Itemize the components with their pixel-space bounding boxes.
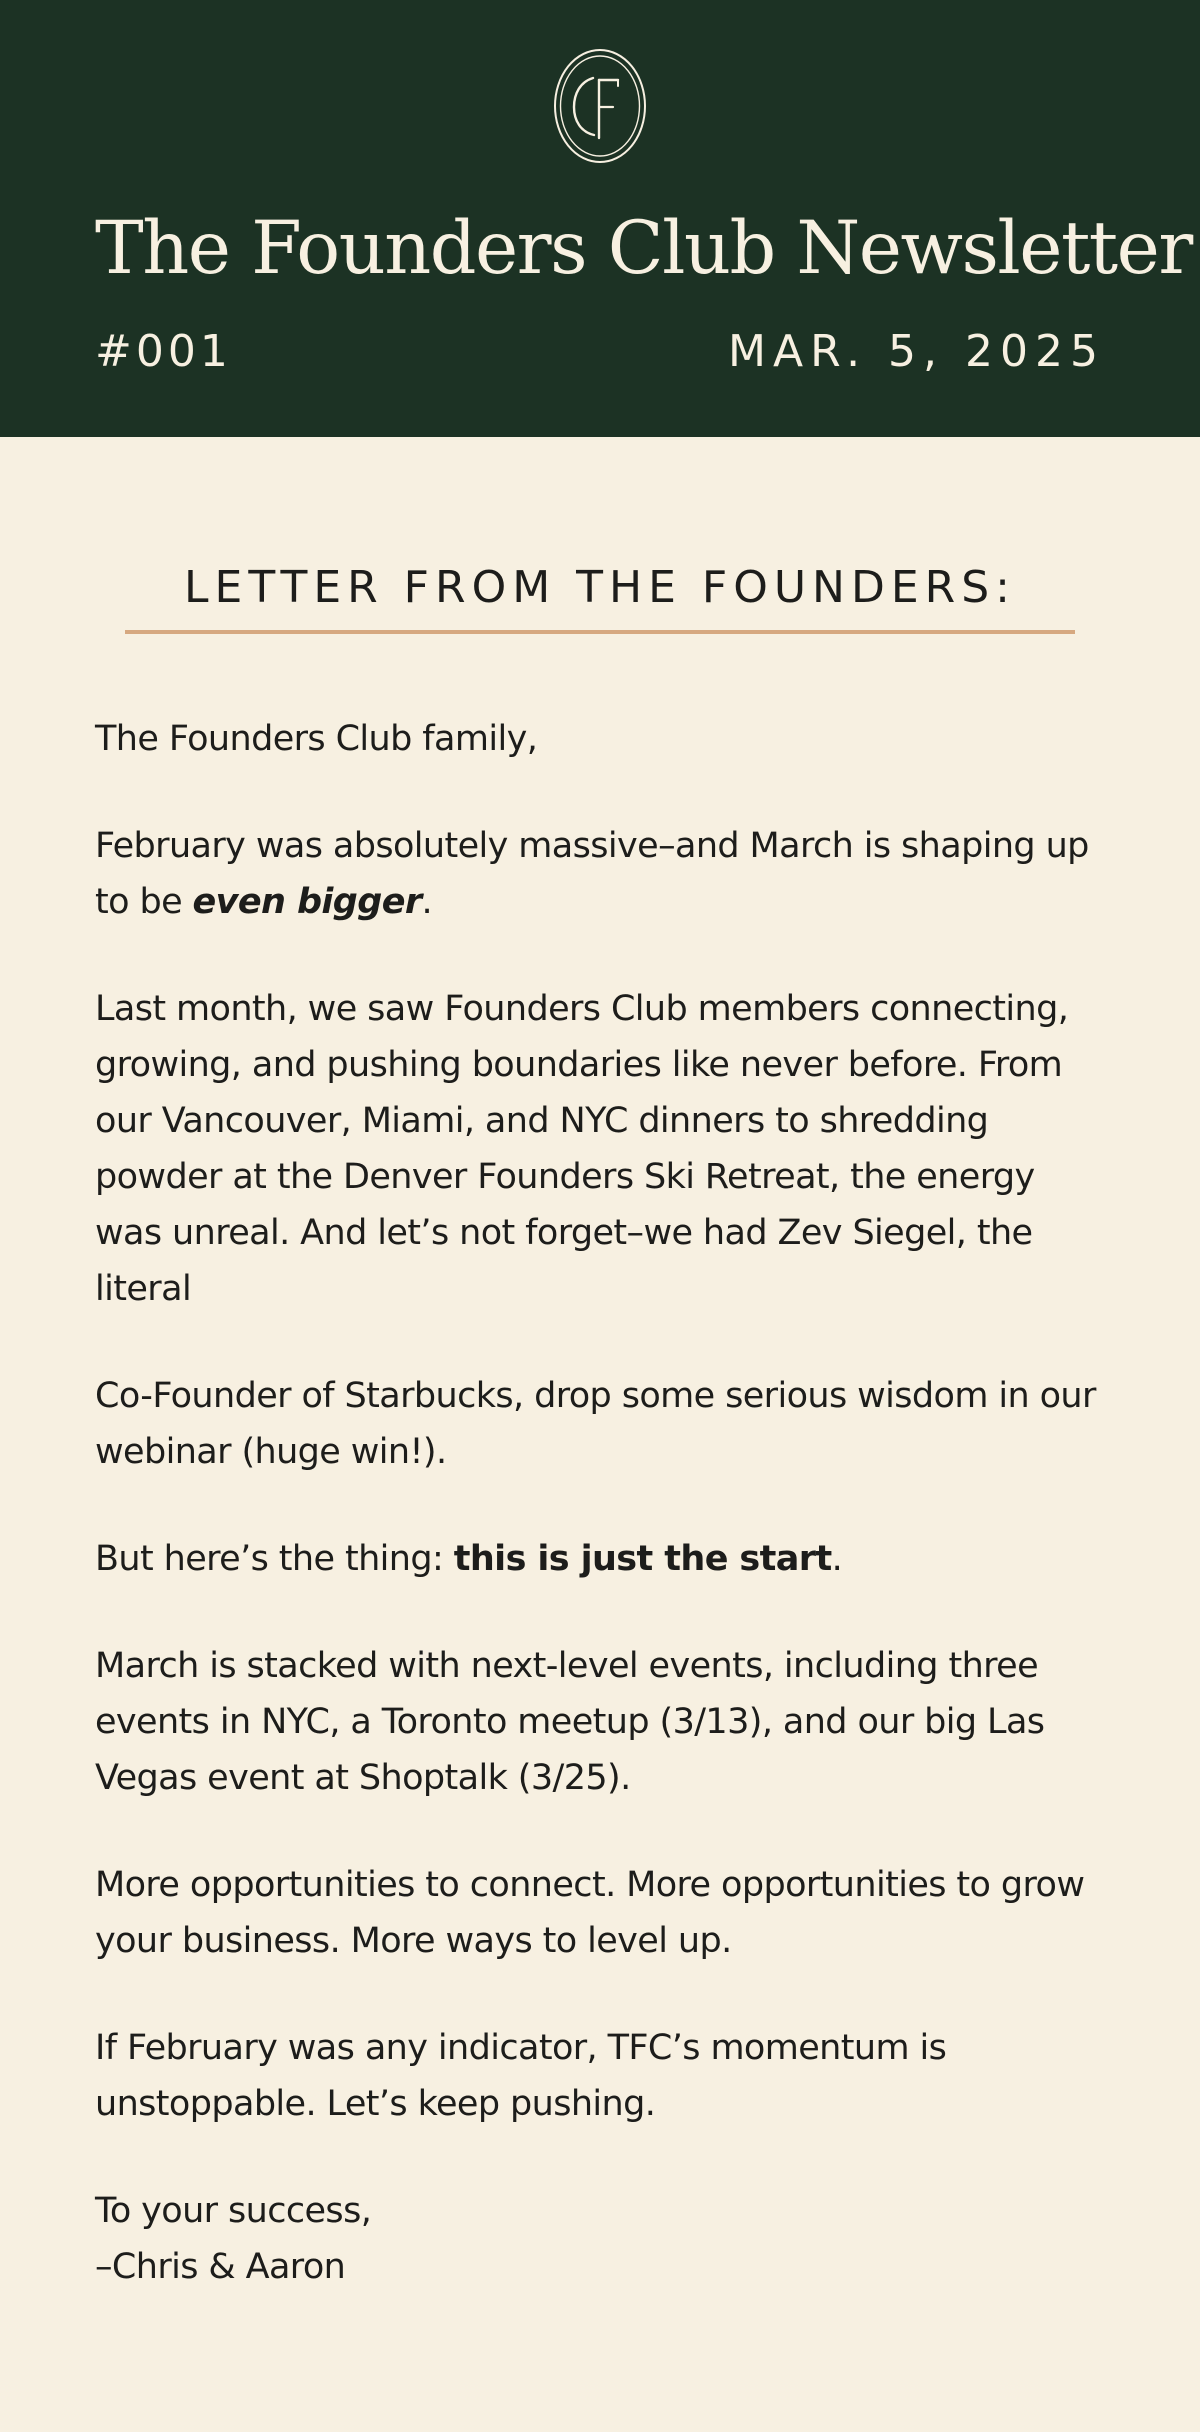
letter-paragraph-1 xyxy=(95,818,1105,930)
letter-greeting: The Founders Club family, xyxy=(95,719,538,759)
letter-body xyxy=(95,711,1105,2295)
letter-paragraph-4 xyxy=(95,1531,1105,1587)
letter-signature: –Chris & Aaron xyxy=(95,2247,346,2287)
letter-paragraph-3: Co-Founder of Starbucks, drop some serious wisdom in our webinar (huge win!). xyxy=(95,1376,1096,1472)
newsletter-header xyxy=(0,0,1200,437)
paragraph-1-end: . xyxy=(421,882,433,922)
letter-closing xyxy=(95,2183,1105,2295)
letter-paragraph-5: March is stacked with next-level events, including three events in NYC, a Toronto meetup (3/13), and our big Las Vegas event at Shoptalk (3/25). xyxy=(95,1646,1045,1798)
letter-paragraph-2: Last month, we saw Founders Club members connecting, growing, and pushing boundaries like never before. From our Vancouver, Miami, and NYC dinners to shredding powder at the Denver Founders Ski Retreat, the energy was unreal. And let’s not forget–we had Zev Siegel, the literal xyxy=(95,989,1069,1309)
letter-paragraph-7: If February was any indicator, TFC’s momentum is unstoppable. Let’s keep pushing. xyxy=(95,2028,947,2124)
paragraph-4-end: . xyxy=(831,1539,843,1579)
section-heading: LETTER FROM THE FOUNDERS: xyxy=(184,562,1016,613)
newsletter-title: The Founders Club Newsletter xyxy=(95,206,1192,291)
letter-paragraph-6: More opportunities to connect. More opportunities to grow your business. More ways to level up. xyxy=(95,1865,1085,1961)
issue-date: MAR. 5, 2025 xyxy=(728,326,1105,377)
paragraph-4-text: But here’s the thing: xyxy=(95,1539,454,1579)
paragraph-4-bold: this is just the start xyxy=(453,1539,832,1579)
issue-number: #001 xyxy=(95,326,232,377)
fc-monogram-icon xyxy=(553,48,647,164)
heading-divider xyxy=(125,630,1075,634)
paragraph-1-emphasis: even bigger xyxy=(192,882,422,922)
paragraph-1-text: February was absolutely massive–and March is shaping up to be xyxy=(95,826,1089,922)
letter-signoff: To your success, xyxy=(95,2191,372,2231)
